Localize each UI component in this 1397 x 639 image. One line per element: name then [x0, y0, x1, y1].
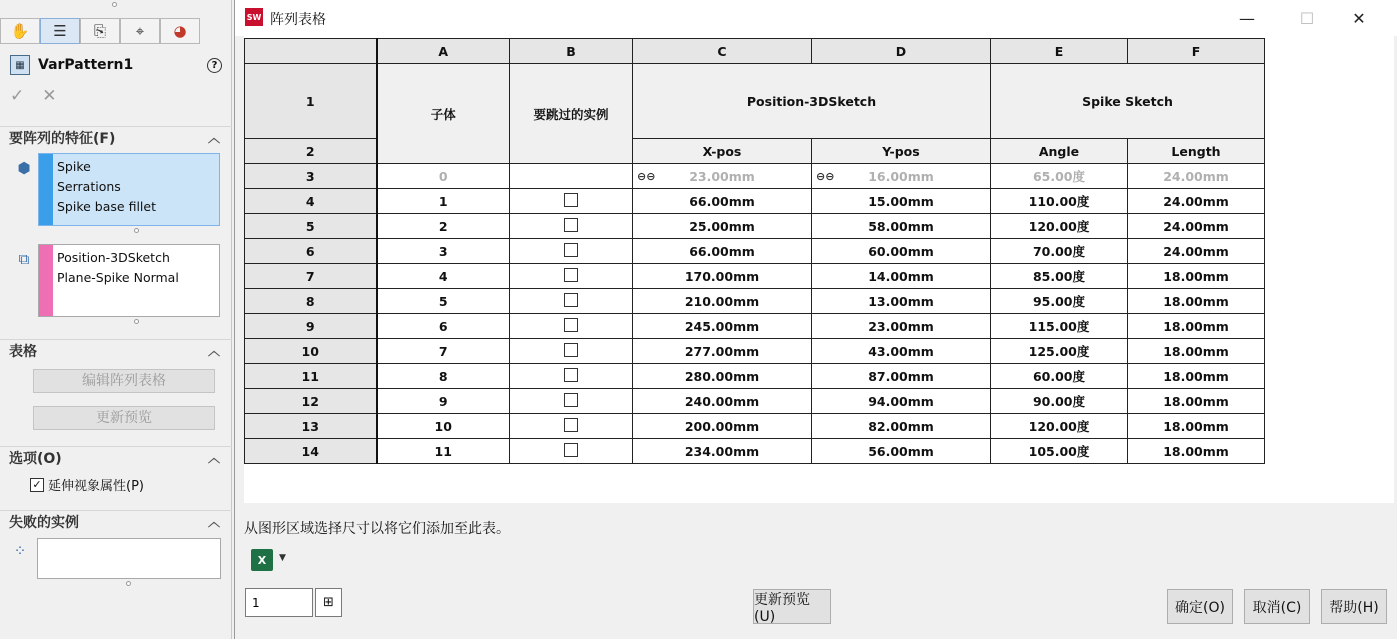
angle-cell[interactable]: 90.00度 — [991, 389, 1128, 414]
update-preview-button[interactable]: 更新预览(U) — [753, 589, 831, 624]
skip-instance-checkbox[interactable] — [564, 243, 578, 257]
extend-visual-row — [30, 475, 144, 494]
skip-instance-checkbox[interactable] — [564, 318, 578, 332]
feature-title: VarPattern1 — [38, 57, 134, 73]
angle-cell[interactable]: 85.00度 — [991, 264, 1128, 289]
skip-instance-cell[interactable] — [510, 439, 633, 464]
reference-list[interactable] — [38, 244, 220, 317]
row-header[interactable]: 6 — [245, 239, 377, 264]
x-pos-cell[interactable]: 200.00mm — [633, 414, 812, 439]
header-cell-x-pos[interactable]: X-pos — [633, 139, 812, 164]
excel-icon[interactable]: X — [251, 549, 273, 571]
failed-instances-list[interactable] — [37, 538, 221, 579]
x-pos-cell[interactable]: 210.00mm — [633, 289, 812, 314]
collapse-chevron-icon[interactable]: ︿ — [207, 515, 220, 529]
options-section-title: 选项(O) — [9, 450, 62, 467]
table-row — [245, 289, 1265, 314]
instance-number-cell[interactable]: 9 — [377, 389, 510, 414]
angle-cell[interactable]: 70.00度 — [991, 239, 1128, 264]
column-header[interactable]: A — [377, 39, 510, 64]
property-manager-tab[interactable] — [40, 18, 80, 44]
row-header[interactable]: 2 — [245, 139, 377, 164]
instance-count-input[interactable] — [245, 588, 313, 617]
feature-title-row — [10, 54, 222, 76]
column-header[interactable]: C — [633, 39, 812, 64]
x-pos-cell[interactable]: 280.00mm — [633, 364, 812, 389]
row-header[interactable]: 5 — [245, 214, 377, 239]
row-header[interactable]: 12 — [245, 389, 377, 414]
features-section-title: 要阵列的特征(F) — [9, 130, 116, 147]
y-pos-cell[interactable]: 94.00mm — [812, 389, 991, 414]
table-row — [245, 414, 1265, 439]
instance-number-cell[interactable]: 5 — [377, 289, 510, 314]
list-item[interactable]: Serrations — [57, 179, 121, 194]
length-cell[interactable]: 18.00mm — [1128, 389, 1265, 414]
pattern-table-grid — [244, 36, 1394, 503]
display-manager-tab[interactable] — [160, 18, 200, 44]
row-header[interactable]: 4 — [245, 189, 377, 214]
failed-instances-section-header[interactable] — [0, 510, 232, 532]
header-cell-length[interactable]: Length — [1128, 139, 1265, 164]
x-pos-cell[interactable]: 66.00mm — [633, 189, 812, 214]
list-item[interactable]: Spike base fillet — [57, 199, 156, 214]
table-row — [245, 239, 1265, 264]
x-pos-cell[interactable]: 245.00mm — [633, 314, 812, 339]
seed-length-cell[interactable]: 24.00mm — [1128, 164, 1265, 189]
y-pos-cell[interactable]: 60.00mm — [812, 239, 991, 264]
list-resize-handle[interactable] — [134, 319, 139, 324]
property-manager-icon: ☰ — [53, 22, 67, 40]
reference-color-stripe — [39, 245, 53, 316]
skip-instance-cell[interactable] — [510, 414, 633, 439]
table-section-header[interactable] — [0, 339, 232, 361]
instance-number-cell[interactable]: 1 — [377, 189, 510, 214]
variable-pattern-icon: ▦ — [10, 55, 30, 75]
length-cell[interactable]: 18.00mm — [1128, 289, 1265, 314]
length-cell[interactable]: 18.00mm — [1128, 414, 1265, 439]
row-header[interactable]: 8 — [245, 289, 377, 314]
feature-manager-icon: ✋ — [10, 22, 30, 40]
angle-cell[interactable]: 105.00度 — [991, 439, 1128, 464]
help-icon[interactable]: ? — [207, 58, 222, 73]
instance-number-cell[interactable]: 4 — [377, 264, 510, 289]
table-section-title: 表格 — [9, 343, 37, 360]
list-resize-handle[interactable] — [126, 581, 131, 586]
extend-visual-checkbox[interactable]: ✓ — [30, 478, 44, 492]
skip-instance-cell[interactable] — [510, 289, 633, 314]
header-cell-child[interactable]: 子体 — [377, 64, 510, 164]
instruction-hint: 从图形区域选择尺寸以将它们添加至此表。 — [244, 521, 510, 537]
table-row — [245, 339, 1265, 364]
length-cell[interactable]: 24.00mm — [1128, 214, 1265, 239]
dialog-titlebar[interactable] — [235, 0, 1397, 36]
table-row — [245, 214, 1265, 239]
pattern-table-dialog — [234, 0, 1397, 639]
row-header[interactable]: 11 — [245, 364, 377, 389]
x-pos-cell[interactable]: 66.00mm — [633, 239, 812, 264]
skip-instance-cell[interactable] — [510, 389, 633, 414]
y-pos-cell[interactable]: 82.00mm — [812, 414, 991, 439]
reference-icon: ⧉ — [18, 250, 30, 268]
row-header[interactable]: 14 — [245, 439, 377, 464]
table-row — [245, 439, 1265, 464]
close-icon[interactable]: ✕ — [1352, 8, 1366, 28]
angle-cell[interactable]: 120.00度 — [991, 214, 1128, 239]
row-header[interactable]: 13 — [245, 414, 377, 439]
help-button[interactable]: 帮助(H) — [1321, 589, 1387, 624]
features-list[interactable] — [38, 153, 220, 226]
dropdown-caret-icon[interactable]: ▼ — [279, 553, 286, 563]
seed-x-pos-cell[interactable] — [633, 164, 812, 189]
length-cell[interactable]: 18.00mm — [1128, 439, 1265, 464]
y-pos-cell[interactable]: 87.00mm — [812, 364, 991, 389]
table-row — [245, 389, 1265, 414]
skip-instance-cell[interactable] — [510, 189, 633, 214]
list-item[interactable]: Spike — [57, 159, 91, 174]
feature-color-stripe — [39, 154, 53, 225]
update-preview-side-button[interactable]: 更新预览 — [33, 406, 215, 430]
angle-cell[interactable]: 110.00度 — [991, 189, 1128, 214]
length-cell[interactable]: 18.00mm — [1128, 339, 1265, 364]
skip-instance-checkbox[interactable] — [564, 268, 578, 282]
x-pos-cell[interactable]: 234.00mm — [633, 439, 812, 464]
column-header[interactable]: D — [812, 39, 991, 64]
row-header[interactable]: 9 — [245, 314, 377, 339]
list-item[interactable]: Position-3DSketch — [57, 250, 170, 265]
failed-instances-icon: ⁘ — [13, 542, 27, 560]
seed-angle-cell[interactable]: 65.00度 — [991, 164, 1128, 189]
seed-x-pos-value: 23.00mm — [689, 168, 755, 184]
column-header[interactable]: F — [1128, 39, 1265, 64]
resize-handle[interactable] — [112, 2, 117, 7]
extend-visual-label: 延伸视象属性(P) — [48, 479, 144, 494]
y-pos-cell[interactable]: 14.00mm — [812, 264, 991, 289]
skip-instance-cell[interactable] — [510, 264, 633, 289]
dimxpert-icon: ⌖ — [135, 22, 145, 40]
x-pos-cell[interactable]: 277.00mm — [633, 339, 812, 364]
dimxpert-tab[interactable] — [120, 18, 160, 44]
length-cell[interactable]: 24.00mm — [1128, 239, 1265, 264]
column-header[interactable]: E — [991, 39, 1128, 64]
skip-instance-checkbox[interactable] — [564, 218, 578, 232]
table-row — [245, 264, 1265, 289]
angle-cell[interactable]: 125.00度 — [991, 339, 1128, 364]
y-pos-cell[interactable]: 15.00mm — [812, 189, 991, 214]
skip-instance-checkbox[interactable] — [564, 393, 578, 407]
instance-number-cell[interactable]: 6 — [377, 314, 510, 339]
skip-instance-cell[interactable] — [510, 214, 633, 239]
header-cell-skip[interactable]: 要跳过的实例 — [510, 64, 633, 164]
skip-instance-checkbox[interactable] — [564, 193, 578, 207]
skip-instance-checkbox[interactable] — [564, 368, 578, 382]
column-header[interactable]: B — [510, 39, 633, 64]
instance-number-cell[interactable]: 10 — [377, 414, 510, 439]
cancel-button[interactable]: 取消(C) — [1244, 589, 1310, 624]
pattern-table — [244, 38, 1265, 464]
manager-tabs — [0, 18, 232, 46]
minimize-icon[interactable]: — — [1239, 8, 1255, 28]
list-resize-handle[interactable] — [134, 228, 139, 233]
options-section-header[interactable] — [0, 446, 232, 468]
table-row — [245, 364, 1265, 389]
table-row-seed — [245, 164, 1265, 189]
add-rows-icon[interactable]: ⊞ — [315, 588, 342, 617]
header-cell-angle[interactable]: Angle — [991, 139, 1128, 164]
ok-cancel-row — [10, 86, 57, 106]
seed-y-pos-cell[interactable] — [812, 164, 991, 189]
length-cell[interactable]: 18.00mm — [1128, 314, 1265, 339]
y-pos-cell[interactable]: 13.00mm — [812, 289, 991, 314]
dialog-title: 阵列表格 — [270, 12, 326, 28]
skip-instance-checkbox[interactable] — [564, 443, 578, 457]
ok-check-icon[interactable]: ✓ — [10, 86, 25, 106]
collapse-chevron-icon[interactable]: ︿ — [207, 451, 220, 465]
row-header[interactable]: 3 — [245, 164, 377, 189]
seed-instance-cell: 0 — [377, 164, 510, 189]
length-cell[interactable]: 24.00mm — [1128, 189, 1265, 214]
angle-cell[interactable]: 115.00度 — [991, 314, 1128, 339]
feature-manager-tab[interactable] — [0, 18, 40, 44]
header-group-spike-sketch[interactable]: Spike Sketch — [991, 64, 1265, 139]
angle-cell[interactable]: 95.00度 — [991, 289, 1128, 314]
collapse-chevron-icon[interactable]: ︿ — [207, 131, 220, 145]
instance-number-cell[interactable]: 2 — [377, 214, 510, 239]
y-pos-cell[interactable]: 23.00mm — [812, 314, 991, 339]
y-pos-cell[interactable]: 43.00mm — [812, 339, 991, 364]
y-pos-cell[interactable]: 56.00mm — [812, 439, 991, 464]
row-header[interactable]: 7 — [245, 264, 377, 289]
instance-number-cell[interactable]: 11 — [377, 439, 510, 464]
skip-instance-cell[interactable] — [510, 314, 633, 339]
seed-y-pos-value: 16.00mm — [868, 168, 934, 184]
failed-instances-title: 失败的实例 — [9, 514, 79, 531]
instance-number-cell[interactable]: 7 — [377, 339, 510, 364]
property-manager-panel — [0, 0, 232, 639]
list-item[interactable]: Plane-Spike Normal — [57, 270, 179, 285]
length-cell[interactable]: 18.00mm — [1128, 264, 1265, 289]
row-header[interactable]: 10 — [245, 339, 377, 364]
maximize-icon[interactable]: ☐ — [1299, 8, 1315, 28]
row-header[interactable]: 1 — [245, 64, 377, 139]
edit-pattern-table-button[interactable]: 编辑阵列表格 — [33, 369, 215, 393]
configuration-manager-tab[interactable] — [80, 18, 120, 44]
header-cell-y-pos[interactable]: Y-pos — [812, 139, 991, 164]
instance-number-cell[interactable]: 8 — [377, 364, 510, 389]
display-manager-icon: ◕ — [173, 22, 187, 40]
skip-instance-checkbox[interactable] — [564, 293, 578, 307]
configuration-manager-icon: ⎘ — [93, 22, 106, 40]
skip-instance-checkbox[interactable] — [564, 343, 578, 357]
features-icon: ⬢ — [17, 159, 31, 177]
link-icon: ⊖⊖ — [637, 170, 656, 183]
angle-cell[interactable]: 120.00度 — [991, 414, 1128, 439]
y-pos-cell[interactable]: 58.00mm — [812, 214, 991, 239]
ok-button[interactable]: 确定(O) — [1167, 589, 1233, 624]
skip-instance-cell[interactable] — [510, 239, 633, 264]
table-row — [245, 314, 1265, 339]
seed-skip-cell — [510, 164, 633, 189]
link-icon: ⊖⊖ — [816, 170, 835, 183]
skip-instance-cell[interactable] — [510, 339, 633, 364]
cancel-x-icon[interactable]: ✕ — [42, 86, 57, 106]
length-cell[interactable]: 18.00mm — [1128, 364, 1265, 389]
header-group-position-3dsketch[interactable]: Position-3DSketch — [633, 64, 991, 139]
skip-instance-cell[interactable] — [510, 364, 633, 389]
features-section-header[interactable] — [0, 126, 232, 148]
table-row — [245, 189, 1265, 214]
angle-cell[interactable]: 60.00度 — [991, 364, 1128, 389]
x-pos-cell[interactable]: 25.00mm — [633, 214, 812, 239]
x-pos-cell[interactable]: 240.00mm — [633, 389, 812, 414]
solidworks-logo-icon: SW — [245, 8, 263, 26]
x-pos-cell[interactable]: 170.00mm — [633, 264, 812, 289]
skip-instance-checkbox[interactable] — [564, 418, 578, 432]
collapse-chevron-icon[interactable]: ︿ — [207, 344, 220, 358]
instance-number-cell[interactable]: 3 — [377, 239, 510, 264]
table-corner[interactable] — [245, 39, 377, 64]
